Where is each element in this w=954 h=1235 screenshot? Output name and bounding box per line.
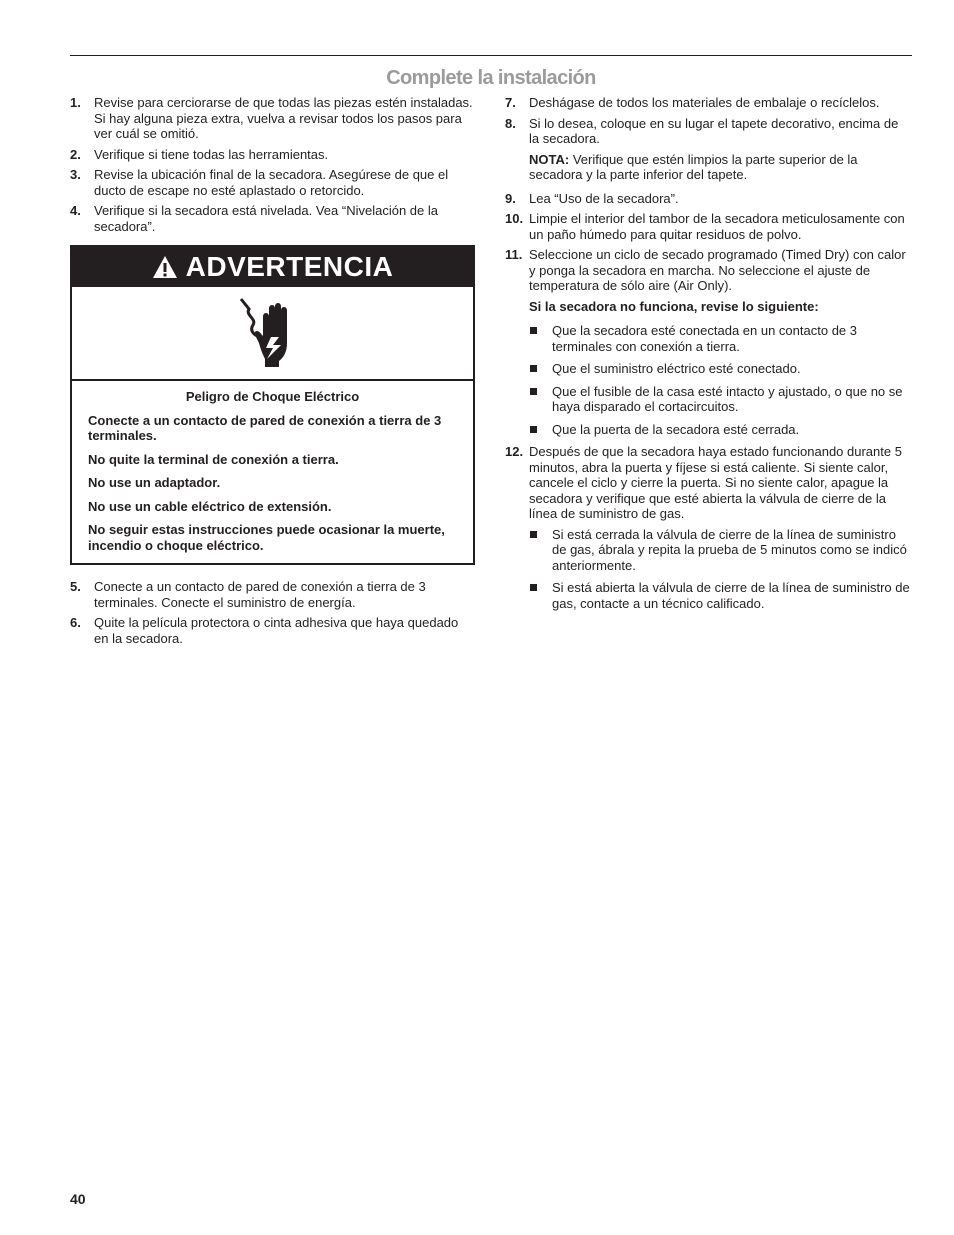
item-number: 5. — [70, 579, 81, 594]
bullet-list — [529, 323, 912, 437]
item-text: Revise para cerciorarse de que todas las piezas estén instaladas. Si hay alguna pieza extra, vuelva a revisar todos los pasos para ver cuál se omitió. — [94, 95, 473, 141]
item-number: 2. — [70, 146, 81, 162]
note-text: Verifique que estén limpios la parte superior de la secadora y la parte inferior del tapete. — [529, 151, 858, 182]
warning-line: No quite la terminal de conexión a tierra. — [88, 451, 339, 467]
list-item — [70, 615, 475, 646]
list-item — [70, 95, 475, 142]
item-text: Verifique si tiene todas las herramientas. — [94, 146, 329, 162]
warning-box — [70, 245, 475, 565]
bullet-item — [529, 361, 912, 377]
item-text: Seleccione un ciclo de secado programado (Timed Dry) con calor y ponga la secadora en marcha. No seleccione el ajuste de temperatura de sólo aire (Air Only). — [529, 247, 906, 293]
warning-header — [72, 247, 473, 287]
item-number: 1. — [70, 95, 81, 110]
bullet-text: Que el fusible de la casa esté intacto y ajustado, o que no se haya disparado el cortacircuitos. — [552, 383, 903, 414]
item-text: Después de que la secadora haya estado funcionando durante 5 minutos, abra la puerta y fíjese si está caliente. Si siente calor, cancele el ciclo y cierre la puerta. Si no siente calor, apague la secadora y verifique que esté abierta la válvula de cierre de la línea de suministro de gas. — [529, 444, 902, 521]
bullet-text: Que el suministro eléctrico esté conectado. — [552, 361, 801, 376]
page-number: 40 — [70, 1191, 86, 1207]
electric-shock-hand-icon — [235, 293, 311, 373]
item-number: 7. — [505, 95, 516, 110]
item-text: Quite la película protectora o cinta adhesiva que haya quedado en la secadora. — [94, 615, 459, 646]
item-number: 8. — [505, 115, 516, 131]
note — [529, 152, 912, 183]
bullet-square-icon — [530, 327, 537, 334]
warning-triangle-icon — [152, 255, 178, 279]
list-item — [505, 191, 912, 207]
note-label: NOTA: — [529, 151, 570, 167]
warning-body — [72, 381, 473, 563]
warning-icon-area — [72, 287, 473, 381]
warning-title: ADVERTENCIA — [185, 251, 394, 283]
bullet-item — [529, 323, 912, 354]
hazard-title: Peligro de Choque Eléctrico — [185, 389, 360, 404]
item-number: 3. — [70, 167, 81, 182]
list-item — [505, 211, 912, 242]
left-column — [70, 95, 475, 651]
list-item — [505, 444, 912, 522]
bullet-square-icon — [530, 584, 537, 591]
item-text: Verifique si la secadora está nivelada. Vea “Nivelación de la secadora”. — [94, 203, 438, 234]
list-item — [70, 147, 475, 163]
item-number: 12. — [505, 444, 524, 459]
bullet-square-icon — [530, 388, 537, 395]
bullet-list — [529, 527, 912, 612]
item-text: Si lo desea, coloque en su lugar el tapete decorativo, encima de la secadora. — [529, 115, 899, 146]
list-item — [70, 167, 475, 198]
list-item — [505, 116, 912, 147]
bullet-text: Que la puerta de la secadora esté cerrada. — [552, 421, 800, 437]
item-text: Revise la ubicación final de la secadora. Asegúrese de que el ducto de escape no esté aplastado o retorcido. — [94, 167, 449, 198]
list-item — [70, 579, 475, 610]
warning-line: No seguir estas instrucciones puede ocasionar la muerte, incendio o choque eléctrico. — [88, 522, 445, 553]
item-text: Conecte a un contacto de pared de conexión a tierra de 3 terminales. Conecte el suministro de energía. — [94, 579, 426, 610]
warning-line: No use un cable eléctrico de extensión. — [88, 498, 332, 514]
subheading: Si la secadora no funciona, revise lo siguiente: — [529, 298, 819, 314]
bullet-text: Si está cerrada la válvula de cierre de la línea de suministro de gas, ábrala y repita la prueba de 5 minutos como se indicó anteriormente. — [552, 526, 907, 573]
list-item — [505, 95, 912, 111]
bullet-item — [529, 384, 912, 415]
item-number: 11. — [505, 247, 523, 262]
warning-line: Conecte a un contacto de pared de conexión a tierra de 3 terminales. — [88, 412, 442, 443]
bullet-item — [529, 527, 912, 574]
item-number: 6. — [70, 615, 81, 630]
list-item — [505, 247, 912, 294]
bullet-text: Si está abierta la válvula de cierre de la línea de suministro de gas, contacte a un técnico calificado. — [552, 580, 910, 611]
item-number: 9. — [505, 190, 516, 206]
list-item — [70, 203, 475, 234]
top-rule — [70, 55, 912, 56]
item-text: Limpie el interior del tambor de la secadora meticulosamente con un paño húmedo para quitar residuos de polvo. — [529, 211, 905, 242]
item-text: Deshágase de todos los materiales de embalaje o recíclelos. — [529, 95, 880, 110]
bullet-text: Que la secadora esté conectada en un contacto de 3 terminales con conexión a tierra. — [552, 323, 857, 354]
item-text: Lea “Uso de la secadora”. — [529, 190, 679, 206]
warning-line: No use un adaptador. — [88, 475, 221, 490]
bullet-item — [529, 580, 912, 611]
bullet-square-icon — [530, 426, 537, 433]
bullet-square-icon — [530, 531, 537, 538]
bullet-square-icon — [530, 365, 537, 372]
item-number: 10. — [505, 211, 524, 226]
item-number: 4. — [70, 203, 81, 218]
right-column — [505, 95, 912, 618]
bullet-item — [529, 422, 912, 438]
section-title: Complete la instalación — [386, 67, 596, 89]
